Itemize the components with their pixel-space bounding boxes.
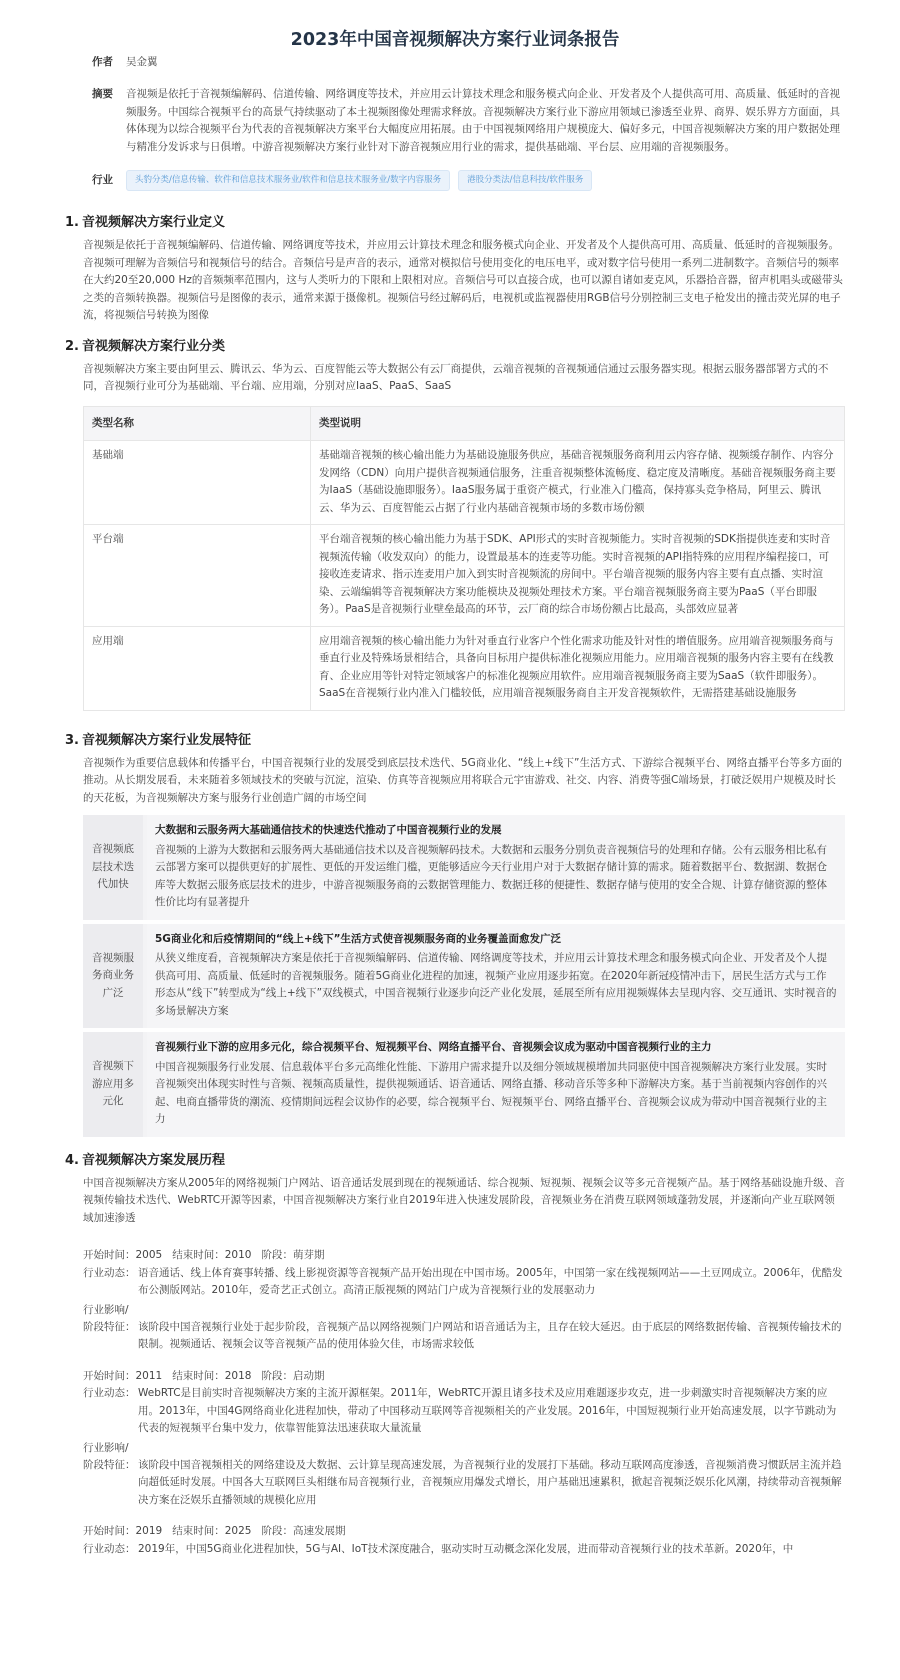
stage-dynamic [83, 1385, 845, 1438]
section-title: 音视频解决方案行业分类 [82, 338, 226, 354]
section-features [65, 731, 845, 1137]
author-row [92, 54, 845, 80]
feature-title: 音视频行业下游的应用多元化，综合视频平台、短视频平台、网络直播平台、音视频会议成为驱动中国音视频行业的主力 [155, 1041, 712, 1053]
author-name: 吴金翼 [126, 56, 158, 68]
abstract-label: 摘要 [92, 88, 113, 100]
impact-label-line1: 行业影响/ [83, 1303, 129, 1316]
stage-dynamic [83, 1265, 845, 1300]
table-cell-type: 应用端 [84, 626, 311, 710]
impact-label-line1: 行业影响/ [83, 1441, 129, 1454]
feature-text: 中国音视频服务行业发展、信息载体平台多元高维化性能、下游用户需求提升以及细分领域规模增加共同驱使中国音视频解决方案行业发展。实时音视频突出体现实时性与音频、视频高质量性，提供视频通话、语音通话、网络直播、移动音乐等多种下游解决方案。基于当前视频内容创作的兴起、电商直播带货的潮流、疫情期间远程会议协作的必要，综合视频平台、短视频平台、网络直播平台、音视频会议成为带动中国音视频行业的主力 [155, 1060, 827, 1125]
stage-period [83, 1368, 845, 1386]
section-text: 中国音视频解决方案从2005年的网络视频门户网站、语音通话发展到现在的视频通话、综合视频、短视频、视频会议等多元音视频产品。基于网络基础设施升级、音视频传输技术迭代、WebRTC开源等因素，中国音视频解决方案行业自2019年进入快速发展阶段，音视频业务在消费互联网领域蓬勃发展，并逐渐向产业互联网领域加速渗透 [83, 1176, 845, 1224]
section-title: 音视频解决方案行业发展特征 [82, 732, 252, 748]
feature-card [83, 815, 845, 920]
industry-row [92, 170, 845, 191]
history-stage [83, 1368, 845, 1510]
author-label: 作者 [92, 56, 113, 68]
dynamic-label: 行业动态： [83, 1387, 136, 1399]
impact-text: 该阶段中国音视频行业处于起步阶段，音视频产品以网络视频门户网站和语音通话为主，且存在较大延迟。由于底层的网络数据传输、音视频传输技术的限制。视频通话、视频会议等音视频产品的使用体验欠佳，市场需求较低 [138, 1320, 842, 1350]
section-classification [65, 337, 845, 711]
impact-label [83, 1440, 138, 1510]
section-number: 4. [65, 1152, 79, 1168]
phase-label: 阶段： [261, 1249, 293, 1261]
abstract-text: 音视频是依托于音视频编解码、信道传输、网络调度等技术，并应用云计算技术理念和服务模式向企业、开发者及个人提供高可用、高质量、低延时的音视频服务。中国综合视频平台的高景气持续驱动了本土视频图像处理需求释放。音视频解决方案行业下游应用领域已渗透至业界、商界、娱乐界方方面面，具体体现为以综合视频平台为代表的音视频解决方案平台大幅度应用拓展。由于中国视频网络用户规模庞大、偏好多元，中国音视频解决方案的用户数据处理与精准分发诉求与日俱增。中游音视频解决方案行业针对下游音视频应用行业的需求，提供基础端、平台层、应用端的音视频服务。 [126, 88, 840, 153]
dynamic-text: WebRTC是目前实时音视频解决方案的主流开源框架。2011年，WebRTC开源且诸多技术及应用难题逐步攻克，进一步刺激实时音视频解决方案的应用。2013年，中国4G网络商业化进程加快，带动了中国移动互联网等音视频相关的产业发展。2016年，中国短视频行业开始高速发展，以字节跳动为代表的短视频平台集中发力，依靠智能算法迅速获取大量流量 [138, 1387, 837, 1434]
industry-tags [126, 170, 592, 191]
impact-label [83, 1302, 138, 1354]
section-heading [65, 731, 845, 751]
industry-tag[interactable]: 港股分类法/信息科技/软件服务 [458, 170, 592, 191]
feature-text: 音视频的上游为大数据和云服务两大基础通信技术以及音视频解码技术。大数据和云服务分别负责音视频信号的处理和存储。公有云服务相比私有云部署方案可以提供更好的扩展性、更低的开发运维门槛，更能够适应今天行业用户对于大数据存储计算的需求。随着数据平台、数据湖、数据仓库等大数据云服务底层技术的进步，中游音视频服务商的云数据管理能力、数据迁移的便捷性、数据存储与使用的安全合规、计算存储资源的整体性价比均有显著提升 [155, 843, 827, 908]
dynamic-text: 语音通话、线上体育赛事转播、线上影视资源等音视频产品开始出现在中国市场。2005年，中国第一家在线视频网站——土豆网成立。2006年，优酷发布公测版网站。2010年，爱奇艺正式创立。高清正版视频的网站门户成为音视频行业的发展驱动力 [138, 1266, 843, 1296]
end-label: 结束时间： [172, 1369, 225, 1382]
phase-label: 阶段： [261, 1525, 293, 1537]
feature-card [83, 1032, 845, 1137]
feature-text: 从狭义维度看，音视频解决方案是依托于音视频编解码、信道传输、网络调度等技术，并应用云计算技术理念和服务模式向企业、开发者及个人提供高可用、高质量、低延时的音视频服务。随着5G商业化进程的加速，视频产业应用逐步拓宽。在2020年新冠疫情冲击下，居民生活方式与工作形态从“线下”转型成为“线上+线下”双线模式，中国音视频行业逐步向泛产业化发展，延展至所有应用视频媒体去呈现内容、交互通讯、实时视音的多场景解决方案 [155, 952, 837, 1017]
table-cell-desc: 基础端音视频的核心输出能力为基础设施服务供应，基础音视频服务商利用云内容存储、视频缓存制作、内容分发网络（CDN）向用户提供音视频通信服务，注重音视频整体流畅度、稳定度及清晰度。基础音视频服务商主要为IaaS（基础设施即服务）。IaaS服务属于重资产模式，行业准入门槛高，保持寡头竞争格局，阿里云、腾讯云、华为云、百度智能云占据了行业内基础音视频市场的多数市场份额 [311, 441, 845, 525]
industry-tag[interactable]: 头豹分类/信息传输、软件和信息技术服务业/软件和信息技术服务业/数字内容服务 [126, 170, 450, 191]
dynamic-label: 行业动态： [83, 1542, 136, 1555]
table-header: 类型说明 [311, 406, 845, 441]
table-cell-desc: 平台端音视频的核心输出能力为基于SDK、API形式的实时音视频能力。实时音视频的SDK指提供连麦和实时音视频流传输（收发双向）的能力，设置最基本的连麦等功能。实时音视频的API指特殊的应用程序编程接口，可接收连麦请求、指示连麦用户加入到实时音视频流的房间中。平台端音视频的服务内容主要有直点播、实时渲染、云端编辑等音视频解决方案功能模块及视频处理技术方案。平台端音视频服务商主要为PaaS（平台即服务）。PaaS是音视频行业壁垒最高的环节，云厂商的综合市场份额占比最高，头部效应显著 [311, 525, 845, 627]
feature-label: 音视频服务商业务广泛 [83, 924, 143, 1029]
impact-text: 该阶段中国音视频相关的网络建设及大数据、云计算呈现高速发展，为音视频行业的发展打下基础。移动互联网高度渗透，音视频消费习惯跃居主流并趋向超低延时发展。中国各大互联网巨头相继布局音视频行业，音视频应用爆发式增长，用户基础迅速累积，掀起音视频泛娱乐化风潮，持续带动音视频解决方案在泛娱乐直播领域的规模化应用 [138, 1458, 842, 1506]
end-year: 2018 [224, 1369, 252, 1382]
start-year: 2005 [135, 1249, 163, 1261]
feature-list [83, 815, 845, 1137]
table-row [84, 626, 845, 710]
section-history [65, 1151, 845, 1559]
start-year: 2019 [135, 1525, 163, 1537]
industry-label: 行业 [92, 173, 113, 186]
end-year: 2010 [224, 1249, 252, 1261]
report-title: 2023年中国音视频解决方案行业词条报告 [290, 30, 620, 50]
dynamic-text: 2019年，中国5G商业化进程加快，5G与AI、IoT技术深度融合，驱动实时互动概念深化发展，进而带动音视频行业的技术革新。2020年，中 [138, 1542, 794, 1555]
feature-title: 大数据和云服务两大基础通信技术的快速迭代推动了中国音视频行业的发展 [155, 824, 502, 836]
end-label: 结束时间： [172, 1525, 225, 1537]
phase-name: 萌芽期 [293, 1249, 325, 1261]
phase-name: 高速发展期 [293, 1525, 346, 1537]
stage-dynamic [83, 1541, 845, 1559]
start-year: 2011 [135, 1369, 163, 1382]
section-heading [65, 213, 845, 233]
history-stage [83, 1523, 845, 1558]
table-cell-type: 平台端 [84, 525, 311, 627]
stage-impact [83, 1440, 845, 1510]
history-stage [83, 1247, 845, 1354]
table-row [84, 441, 845, 525]
start-label: 开始时间： [83, 1249, 136, 1261]
section-number: 2. [65, 338, 79, 354]
feature-label: 音视频底层技术迭代加快 [83, 815, 143, 920]
table-cell-type: 基础端 [84, 441, 311, 525]
abstract-row [92, 86, 845, 156]
phase-label: 阶段： [261, 1369, 293, 1382]
section-number: 1. [65, 215, 79, 230]
phase-name: 启动期 [293, 1369, 325, 1382]
feature-card [83, 924, 845, 1029]
stage-period [83, 1523, 845, 1541]
section-title: 音视频解决方案发展历程 [82, 1152, 226, 1168]
start-label: 开始时间： [83, 1525, 136, 1537]
section-text: 音视频解决方案主要由阿里云、腾讯云、华为云、百度智能云等大数据公有云厂商提供，云端音视频的音视频通信通过云服务器实现。根据云服务器部署方式的不同，音视频行业可分为基础端、平台端、应用端，分别对应IaaS、PaaS、SaaS [83, 362, 829, 392]
table-cell-desc: 应用端音视频的核心输出能力为针对垂直行业客户个性化需求功能及针对性的增值服务。应用端音视频服务商与垂直行业及特殊场景相结合，具备向目标用户提供标准化视频应用能力。应用端音视频的服务内容主要有在线教育、企业应用等针对特定领域客户的标准化视频应用软件。应用端音视频服务商主要为SaaS（软件即服务）。SaaS在音视频行业内准入门槛较低，应用端音视频服务商自主开发音视频软件，无需搭建基础设施服务 [311, 626, 845, 710]
section-title: 音视频解决方案行业定义 [82, 215, 226, 230]
end-year: 2025 [224, 1525, 252, 1537]
table-header-row [84, 406, 845, 441]
section-heading [65, 337, 845, 357]
table-row [84, 525, 845, 627]
start-label: 开始时间： [83, 1369, 136, 1382]
section-definition [65, 213, 845, 325]
impact-label-line2: 阶段特征： [83, 1321, 136, 1333]
section-text: 音视频作为重要信息载体和传播平台，中国音视频行业的发展受到底层技术迭代、5G商业化、“线上+线下”生活方式、下游综合视频平台、网络直播平台等多方面的推动。从长期发展看，未来随着多领域技术的突破与沉淀，渲染、仿真等音视频应用将联合元宇宙游戏、社交、内容、消费等强C端场景，打破泛娱用户规模及时长的天花板，为音视频解决方案与服务行业创造广阔的市场空间 [83, 756, 842, 804]
section-text: 音视频是依托于音视频编解码、信道传输、网络调度等技术，并应用云计算技术理念和服务模式向企业、开发者及个人提供高可用、高质量、低延时的音视频服务。音视频可理解为音频信号和视频信号的结合。音频信号是声音的表示，通常对模拟信号使用变化的电压电平，或对数字信号使用一系列二进制数字。音频信号的频率在大约20至20,000 Hz的音频频率范围内，这与人类听力的下限和上限相对应。音频信号可以直接合成，也可以源自诸如麦克风，乐器拾音器，留声机唱头或磁带头之类的音频转换器。视频信号是图像的表示，通常来源于摄像机。视频信号经过解码后，电视机或监视器使用RGB信号分别控制三支电子枪发出的撞击荧光屏的电子流，将视频信号转换为图像 [83, 239, 843, 321]
stage-period [83, 1247, 845, 1265]
section-heading [65, 1151, 845, 1171]
end-label: 结束时间： [172, 1249, 225, 1261]
feature-title: 5G商业化和后疫情期间的“线上+线下”生活方式使音视频服务商的业务覆盖面愈发广泛 [155, 932, 562, 945]
classification-table [83, 406, 845, 711]
stage-impact [83, 1302, 845, 1354]
dynamic-label: 行业动态： [83, 1266, 136, 1279]
feature-label: 音视频下游应用多元化 [83, 1032, 143, 1137]
section-number: 3. [65, 732, 79, 748]
table-header: 类型名称 [84, 406, 311, 441]
impact-label-line2: 阶段特征： [83, 1459, 136, 1471]
